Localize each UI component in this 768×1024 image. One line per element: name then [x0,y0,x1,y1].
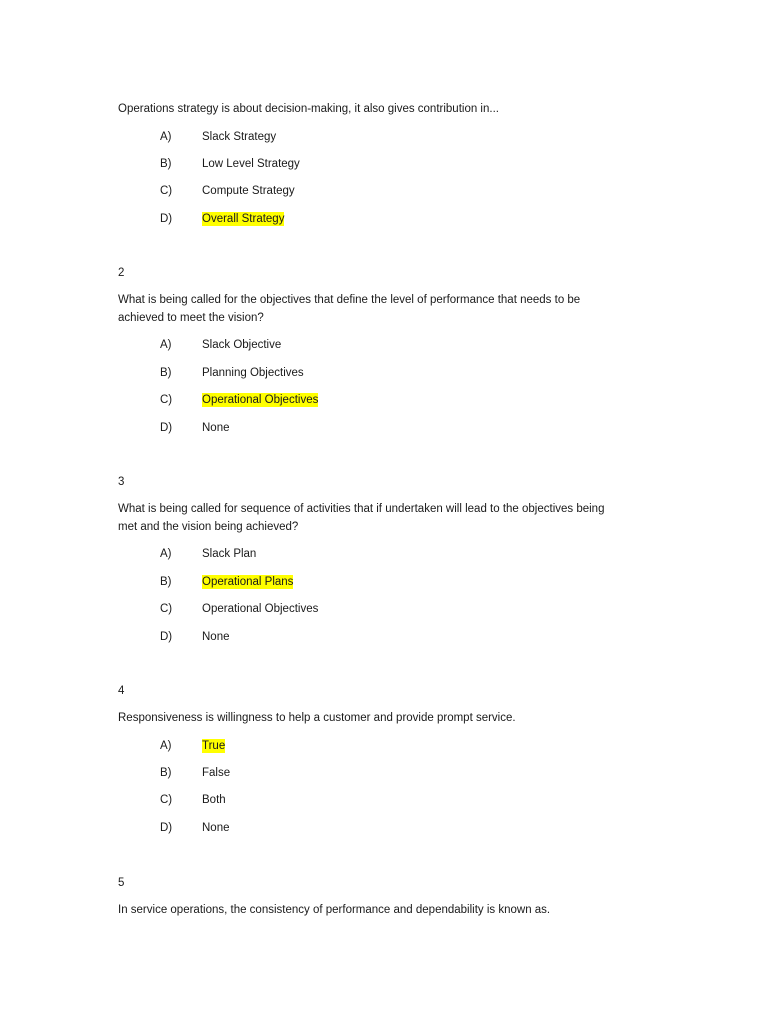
q2-option-b-letter: B) [160,367,172,379]
q2-option-a-letter: A) [160,339,172,351]
q1-option-d-letter: D) [160,213,173,225]
q4-option-c-letter: C) [160,794,173,806]
q4-option-b-text: False [202,767,231,779]
q4-option-b-letter: B) [160,767,172,779]
q3-option-c-letter: C) [160,603,173,615]
question-3-text-line-2: met and the vision being achieved? [118,521,299,533]
q3-option-a-letter: A) [160,548,172,560]
q3-option-b-letter: B) [160,576,172,588]
q2-option-c-text-highlighted: Operational Objectives [202,394,319,406]
q2-option-b-text: Planning Objectives [202,367,304,379]
q4-option-a-text-highlighted: True [202,740,226,752]
q1-option-b-letter: B) [160,158,172,170]
q3-option-d-text: None [202,631,230,643]
q2-option-d-letter: D) [160,422,173,434]
q3-option-c-text: Operational Objectives [202,603,319,615]
q1-option-a-letter: A) [160,131,172,143]
q1-option-c-text: Compute Strategy [202,185,295,197]
question-2-number: 2 [118,267,125,279]
q4-option-d-letter: D) [160,822,173,834]
q1-option-b-text: Low Level Strategy [202,158,300,170]
q1-option-d-text-highlighted: Overall Strategy [202,213,285,225]
q2-option-a-text: Slack Objective [202,339,282,351]
q2-option-c-letter: C) [160,394,173,406]
question-2-text-line-1: What is being called for the objectives that define the level of performance that needs to be [118,294,581,306]
q3-option-a-text: Slack Plan [202,548,257,560]
q1-option-a-text: Slack Strategy [202,131,277,143]
q3-option-d-letter: D) [160,631,173,643]
q3-option-b-text-highlighted: Operational Plans [202,576,294,588]
question-4-number: 4 [118,685,125,697]
q4-option-a-letter: A) [160,740,172,752]
q4-option-d-text: None [202,822,230,834]
q2-option-d-text: None [202,422,230,434]
question-5-number: 5 [118,877,125,889]
question-2-text-line-2: achieved to meet the vision? [118,312,264,324]
q1-option-c-letter: C) [160,185,173,197]
q4-option-c-text: Both [202,794,226,806]
question-1-text: Operations strategy is about decision-making, it also gives contribution in... [118,103,499,115]
question-5-text: In service operations, the consistency of performance and dependability is known as. [118,904,551,916]
question-4-text: Responsiveness is willingness to help a customer and provide prompt service. [118,712,516,724]
question-3-number: 3 [118,476,125,488]
question-3-text-line-1: What is being called for sequence of activities that if undertaken will lead to the objectives being [118,503,605,515]
